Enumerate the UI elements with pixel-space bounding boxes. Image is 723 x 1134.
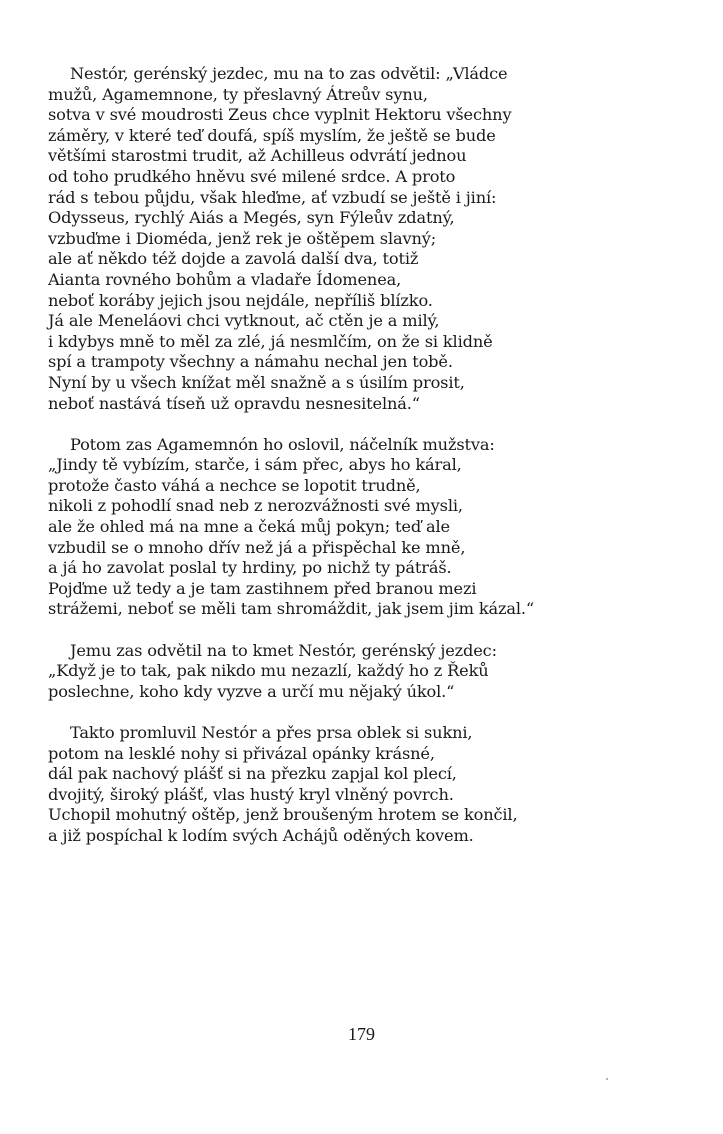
- text-line: spí a trampoty všechny a námahu nechal jen tobě.: [48, 352, 453, 372]
- text-line: sotva v své moudrosti Zeus chce vyplnit Hektoru všechny: [48, 105, 512, 125]
- text-line: dál pak nachový plášť si na přezku zapjal kol plecí,: [48, 764, 457, 784]
- text-line: i kdybys mně to měl za zlé, já nesmlčím, on že si klidně: [48, 331, 493, 351]
- text-line: protože často váhá a nechce se lopotit trudně,: [48, 475, 421, 495]
- text-line: vzbudil se o mnoho dřív než já a přispěchal ke mně,: [48, 537, 466, 557]
- text-line: dvojitý, široký plášť, vlas hustý kryl vlněný povrch.: [48, 784, 454, 804]
- text-line: záměry, v které teď doufá, spíš myslím, že ještě se bude: [48, 125, 496, 145]
- text-line: mužů, Agamemnone, ty přeslavný Átreův synu,: [48, 84, 428, 104]
- text-line: Potom zas Agamemnón ho oslovil, náčelník mužstva:: [70, 434, 495, 454]
- text-line: Já ale Meneláovi chci vytknout, ač ctěn je a milý,: [48, 311, 440, 331]
- text-line: Nestór, gerénský jezdec, mu na to zas odvětil: „Vládce: [70, 64, 508, 83]
- text-line: ale ať někdo též dojde a zavolá další dva, totiž: [48, 249, 419, 269]
- text-line: rád s tebou půjdu, však hleďme, ať vzbudí se ještě i jiní:: [48, 187, 497, 207]
- text-line: poslechne, koho kdy vyzve a určí mu nějaký úkol.“: [48, 681, 455, 701]
- paragraph-1: [48, 64, 688, 414]
- text-line: potom na lesklé nohy si přivázal opánky krásné,: [48, 743, 435, 763]
- text-line: Takto promluvil Nestór a přes prsa oblek si sukni,: [70, 723, 473, 742]
- text-line: vzbuďme i Dioméda, jenž rek je oštěpem slavný;: [48, 228, 437, 248]
- text-line: strážemi, neboť se měli tam shromáždit, jak jsem jim kázal.“: [48, 599, 535, 619]
- text-line: od toho prudkého hněvu své milené srdce. A proto: [48, 166, 456, 186]
- paragraph-4: [48, 723, 688, 847]
- text-line: Nyní by u všech knížat měl snažně a s úsilím prosit,: [48, 372, 465, 392]
- text-line: ale že ohled má na mne a čeká můj pokyn; teď ale: [48, 517, 450, 537]
- text-line: většími starostmi trudit, až Achilleus odvrátí jednou: [48, 146, 467, 166]
- scan-speck: [606, 1078, 608, 1080]
- text-line: nikoli z pohodlí snad neb z nerozvážnosti své mysli,: [48, 496, 463, 516]
- page-number: 179: [348, 1024, 375, 1044]
- text-line: neboť koráby jejich jsou nejdále, nepříliš blízko.: [48, 290, 433, 310]
- text-line: „Když je to tak, pak nikdo mu nezazlí, každý ho z Řeků: [48, 661, 489, 681]
- text-line: Pojďme už tedy a je tam zastihnem před branou mezi: [48, 578, 477, 598]
- page-body: [48, 64, 688, 867]
- text-line: „Jindy tě vybízím, starče, i sám přec, abys ho káral,: [48, 455, 462, 475]
- text-line: Odysseus, rychlý Aiás a Megés, syn Fýleův zdatný,: [48, 208, 455, 228]
- text-line: a já ho zavolat poslal ty hrdiny, po nichž ty pátráš.: [48, 558, 452, 578]
- text-line: Uchopil mohutný oštěp, jenž broušeným hrotem se končil,: [48, 805, 518, 825]
- text-line: a již pospíchal k lodím svých Achájů oděných kovem.: [48, 825, 474, 845]
- paragraph-3: [48, 641, 688, 703]
- text-line: neboť nastává tíseň už opravdu nesnesitelná.“: [48, 393, 420, 413]
- text-line: Jemu zas odvětil na to kmet Nestór, gerénský jezdec:: [70, 640, 497, 660]
- text-line: Aianta rovného bohům a vladaře Ídomenea,: [48, 269, 402, 289]
- paragraph-2: [48, 435, 688, 620]
